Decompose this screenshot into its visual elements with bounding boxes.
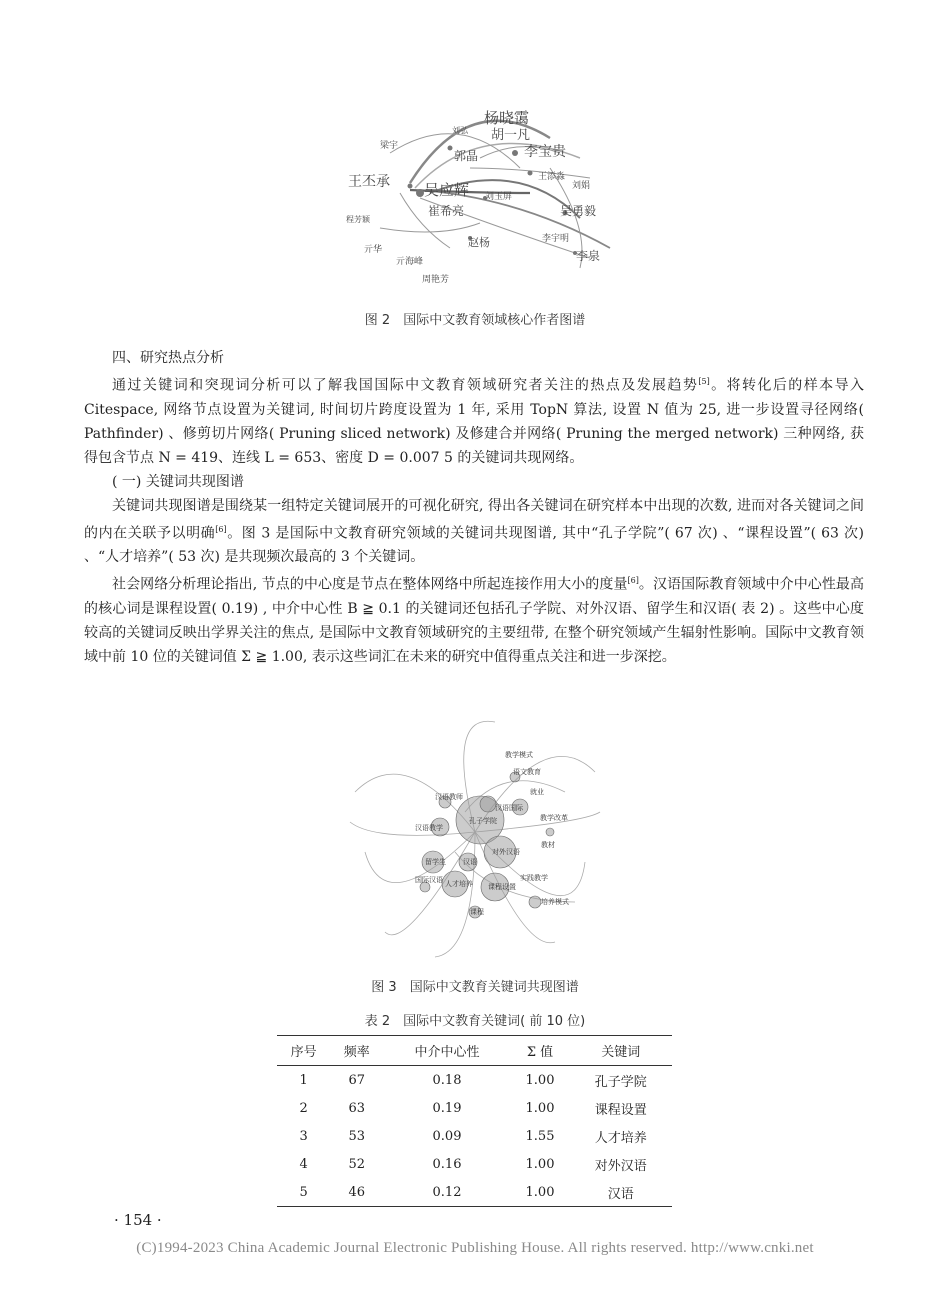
author-label: 王丕承 xyxy=(348,174,390,190)
author-label: 李宇明 xyxy=(542,234,570,244)
keyword-label: 就业 xyxy=(530,788,544,796)
page-number: · 154 · xyxy=(114,1211,162,1229)
table-cell: 0.12 xyxy=(383,1178,510,1207)
subsection-heading: ( 一) 关键词共现图谱 xyxy=(112,473,244,490)
column-header: 中介中心性 xyxy=(383,1036,510,1066)
table-cell: 汉语 xyxy=(569,1178,672,1207)
table-cell: 3 xyxy=(299,1128,308,1144)
author-label: 赵杨 xyxy=(468,236,490,249)
column-header: Σ 值 xyxy=(511,1036,570,1066)
table-cell: 1 xyxy=(299,1072,308,1088)
keyword-label: 汉语教学 xyxy=(415,824,443,832)
table-row xyxy=(277,1150,672,1178)
keyword-label: 教学模式 xyxy=(505,751,533,759)
keyword-label: 汉语国际 xyxy=(495,804,523,812)
keyword-label: 汉语教师 xyxy=(435,793,463,801)
table-header-row xyxy=(277,1036,672,1066)
keyword-table xyxy=(277,1035,672,1207)
author-label: 亓海峰 xyxy=(396,257,424,267)
table-cell: 0.09 xyxy=(432,1128,462,1144)
table2-title: 表 2 国际中文教育关键词( 前 10 位) xyxy=(364,1014,586,1029)
keyword-label: 汉语 xyxy=(463,858,477,866)
column-header: 频率 xyxy=(330,1036,383,1066)
figure2-caption: 图 2 国际中文教育领域核心作者图谱 xyxy=(364,313,586,328)
paragraph-2: 关键词共现图谱是围绕某一组特定关键词展开的可视化研究, 得出各关键词在研究样本中出现的次数, 进而对各关键词之间的内在关联予以明确[6]。图 3 是国际中文教育研究领域的关键词共现图谱, 其中“孔子学院”( 67 次) 、“课程设置”( 63 次) 、“人才培养”( 53 次) 是共现频次最高的 3 个关键词。 xyxy=(84,497,864,566)
table-cell: 1.00 xyxy=(511,1178,570,1207)
keyword-label: 对外汉语 xyxy=(492,848,520,856)
table-cell: 67 xyxy=(348,1072,366,1088)
author-label: 胡一凡 xyxy=(491,128,531,143)
table-cell: 孔子学院 xyxy=(594,1074,647,1090)
citation: [5] xyxy=(698,377,710,386)
keyword-label: 孔子学院 xyxy=(469,817,497,825)
citation: [6] xyxy=(627,576,639,586)
author-label: 亓华 xyxy=(364,245,383,255)
table-cell: 52 xyxy=(348,1156,366,1172)
paragraph-3: 社会网络分析理论指出, 节点的中心度是节点在整体网络中所起连接作用大小的度量[6]。汉语国际教育领域中介中心性最高的核心词是课程设置( 0.19) , 中介中心性 B ≧ 0.1 的关键词还包括孔子学院、对外汉语、留学生和汉语( 表 2) 。这些中心度较高的关键词反映出学界关注的焦点, 是国际中文教育领域研究的主要纽带, 在整个研究领域产生辐射性影响。国际中文教育领域中前 10 位的关键词值 Σ ≧ 1.00, 表示这些词汇在未来的研究中值得重点关注和进一步深挖。 xyxy=(84,576,864,665)
table-cell: 2 xyxy=(299,1100,308,1116)
table-row xyxy=(277,1178,672,1207)
section-body xyxy=(84,346,864,669)
keyword-label: 教学改革 xyxy=(540,814,568,822)
table-cell: 1.00 xyxy=(525,1156,555,1172)
author-label: 周艳芳 xyxy=(422,275,450,285)
table-cell: 1.55 xyxy=(525,1128,555,1144)
author-label: 刘玉屏 xyxy=(485,192,513,202)
keyword-label: 实践教学 xyxy=(520,874,548,882)
section-heading: 四、研究热点分析 xyxy=(112,350,224,366)
table-cell: 0.19 xyxy=(432,1100,462,1116)
author-label: 郭晶 xyxy=(454,149,479,163)
column-header: 关键词 xyxy=(569,1036,672,1066)
author-label: 刘弘 xyxy=(452,126,468,135)
copyright-footer: (C)1994-2023 China Academic Journal Electronic Publishing House. All rights reserved. http://www.cnki.net xyxy=(136,1240,814,1256)
keyword-label: 培养模式 xyxy=(541,898,569,906)
keyword-label: 课程设置 xyxy=(488,883,516,891)
author-network-figure xyxy=(320,98,640,298)
table-cell: 1.00 xyxy=(525,1100,555,1116)
table-row xyxy=(277,1122,672,1150)
author-label: 崔希亮 xyxy=(428,204,465,218)
table-row xyxy=(277,1066,672,1095)
author-label: 吴勇毅 xyxy=(560,204,597,218)
table-cell: 0.16 xyxy=(432,1156,462,1172)
author-label: 李泉 xyxy=(576,249,601,263)
author-label: 王添淼 xyxy=(538,172,566,182)
keyword-label: 语文教育 xyxy=(513,768,541,776)
table-cell: 对外汉语 xyxy=(594,1158,647,1174)
column-header: 序号 xyxy=(277,1036,330,1066)
author-label: 刘娟 xyxy=(572,181,591,191)
table-cell: 4 xyxy=(299,1156,308,1172)
table-cell: 课程设置 xyxy=(594,1102,647,1118)
table-cell: 46 xyxy=(330,1178,383,1207)
keyword-label: 课程 xyxy=(470,908,484,916)
author-label: 李宝贵 xyxy=(524,144,566,160)
table-cell: 0.18 xyxy=(432,1072,462,1088)
keyword-label: 留学生 xyxy=(425,858,446,866)
author-label: 程芳颖 xyxy=(346,215,370,224)
author-label: 杨晓霭 xyxy=(484,109,530,127)
table-row xyxy=(277,1094,672,1122)
author-label: 吴应辉 xyxy=(424,181,470,199)
keyword-label: 人才培养 xyxy=(445,880,473,888)
table-cell: 63 xyxy=(348,1100,366,1116)
table-cell: 53 xyxy=(348,1128,366,1144)
author-label: 梁宇 xyxy=(380,141,399,151)
figure3-caption: 图 3 国际中文教育关键词共现图谱 xyxy=(371,980,579,995)
table-cell: 5 xyxy=(277,1178,330,1207)
keyword-label: 教材 xyxy=(541,841,555,849)
keyword-network-figure xyxy=(345,702,605,964)
table-cell: 1.00 xyxy=(525,1072,555,1088)
citation: [6] xyxy=(215,524,227,534)
paragraph-1: 通过关键词和突现词分析可以了解我国国际中文教育领域研究者关注的热点及发展趋势[5]。将转化后的样本导入 Citespace, 网络节点设置为关键词, 时间切片跨度设置为 1 年, 采用 TopN 算法, 设置 N 值为 25, 进一步设置寻径网络( Pathfinder) 、修剪切片网络( Pruning sliced network) 及修建合并网络( Pruning the merged network) 三种网络, 获得包含节点 N = 419、连线 L = 653、密度 D = 0.007 5 的关键词共现网络。 xyxy=(84,377,865,466)
table-cell: 人才培养 xyxy=(594,1130,647,1146)
keyword-label: 国际汉语 xyxy=(415,876,443,884)
